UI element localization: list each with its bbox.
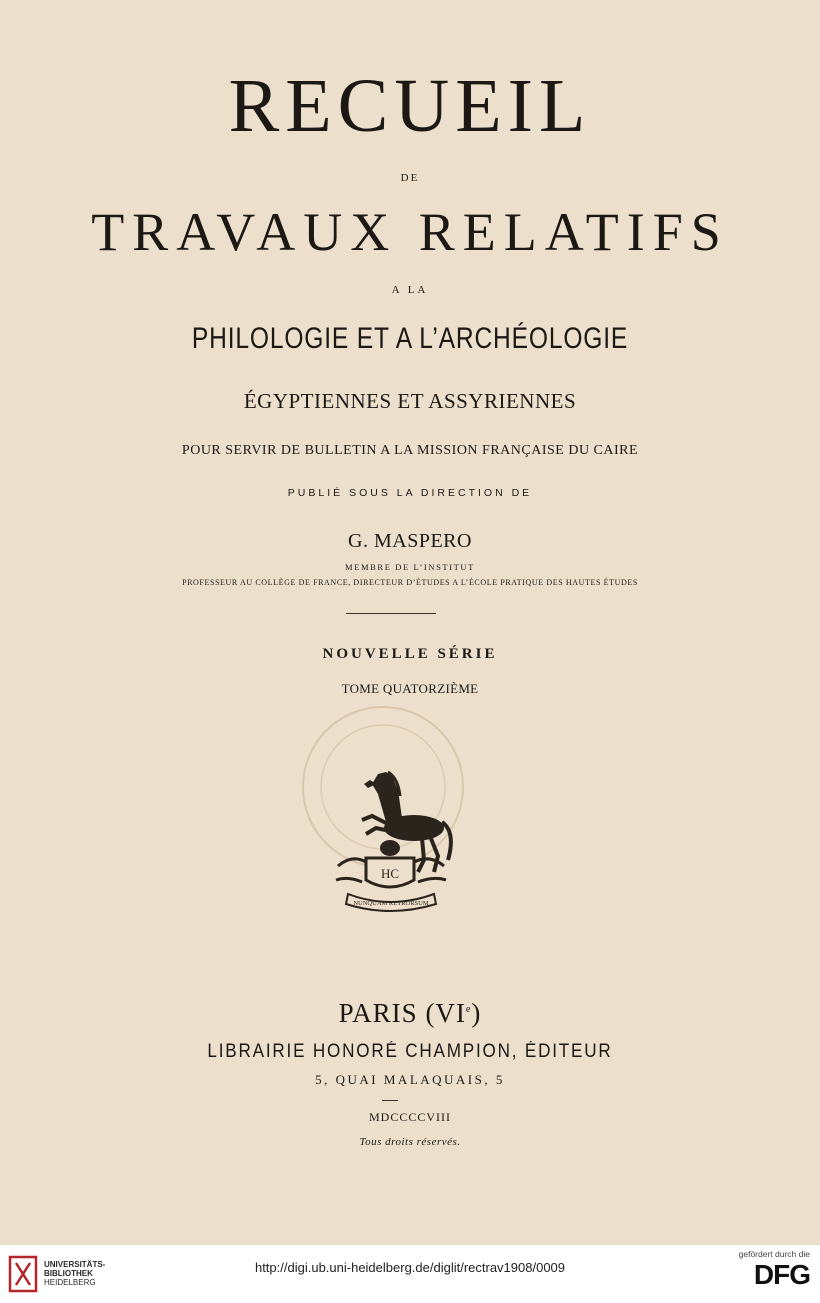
- imprint-city-name: PARIS: [338, 998, 418, 1028]
- editor-name: G. MASPERO: [348, 530, 472, 552]
- editor-intro: PUBLIÉ SOUS LA DIRECTION DE: [287, 487, 533, 499]
- imprint-arrondissement-close: ): [471, 998, 482, 1028]
- imprint-arrondissement: (VI: [425, 998, 466, 1028]
- imprint-rights: Tous droits réservés.: [359, 1136, 461, 1148]
- editor-professeur: PROFESSEUR AU COLLÈGE DE FRANCE, DIRECTEUR D’ÉTUDES A L’ÉCOLE PRATIQUE DES HAUTES ÉTUDES: [182, 578, 638, 587]
- publisher-horse-emblem-icon: [326, 762, 458, 914]
- title-a-la: A LA: [391, 284, 429, 296]
- title-de: DE: [400, 172, 420, 184]
- divider-rule: [346, 613, 436, 614]
- imprint-city: [0, 998, 820, 1029]
- title-travaux-relatifs: TRAVAUX RELATIFS: [91, 202, 729, 262]
- title-egyptiennes: ÉGYPTIENNES ET ASSYRIENNES: [243, 389, 577, 413]
- institution-line-1: UNIVERSITÄTS-: [44, 1260, 106, 1269]
- subtitle-bulletin: POUR SERVIR DE BULLETIN A LA MISSION FRANÇAISE DU CAIRE: [181, 443, 639, 458]
- title-recueil: RECUEIL: [228, 64, 592, 148]
- imprint-arrondissement-sup: e: [465, 1004, 472, 1015]
- emblem-motto: NUNQUAM RETRORSUM: [353, 900, 429, 907]
- permalink-url[interactable]: http://digi.ub.uni-heidelberg.de/diglit/rectrav1908/0009: [254, 1260, 566, 1275]
- title-philologie: PHILOLOGIE ET A L’ARCHÉOLOGIE: [191, 322, 629, 355]
- institution-line-2: BIBLIOTHEK: [44, 1269, 93, 1278]
- imprint-address: 5, QUAI MALAQUAIS, 5: [315, 1072, 505, 1087]
- funding-note: gefördert durch die: [738, 1249, 810, 1259]
- emblem-monogram: HC: [380, 866, 400, 881]
- imprint-publisher: LIBRAIRIE HONORÉ CHAMPION, ÉDITEUR: [207, 1041, 613, 1062]
- institution-line-3: HEIDELBERG: [44, 1278, 96, 1287]
- imprint-rule: [382, 1100, 398, 1101]
- series-label: NOUVELLE SÉRIE: [322, 646, 498, 662]
- dfg-logo[interactable]: DFG: [753, 1259, 810, 1290]
- viewer-footer: [0, 1245, 820, 1303]
- volume-label: TOME QUATORZIÈME: [341, 681, 479, 696]
- editor-membre: MEMBRE DE L’INSTITUT: [345, 562, 475, 572]
- imprint-year: MDCCCCVIII: [368, 1110, 451, 1124]
